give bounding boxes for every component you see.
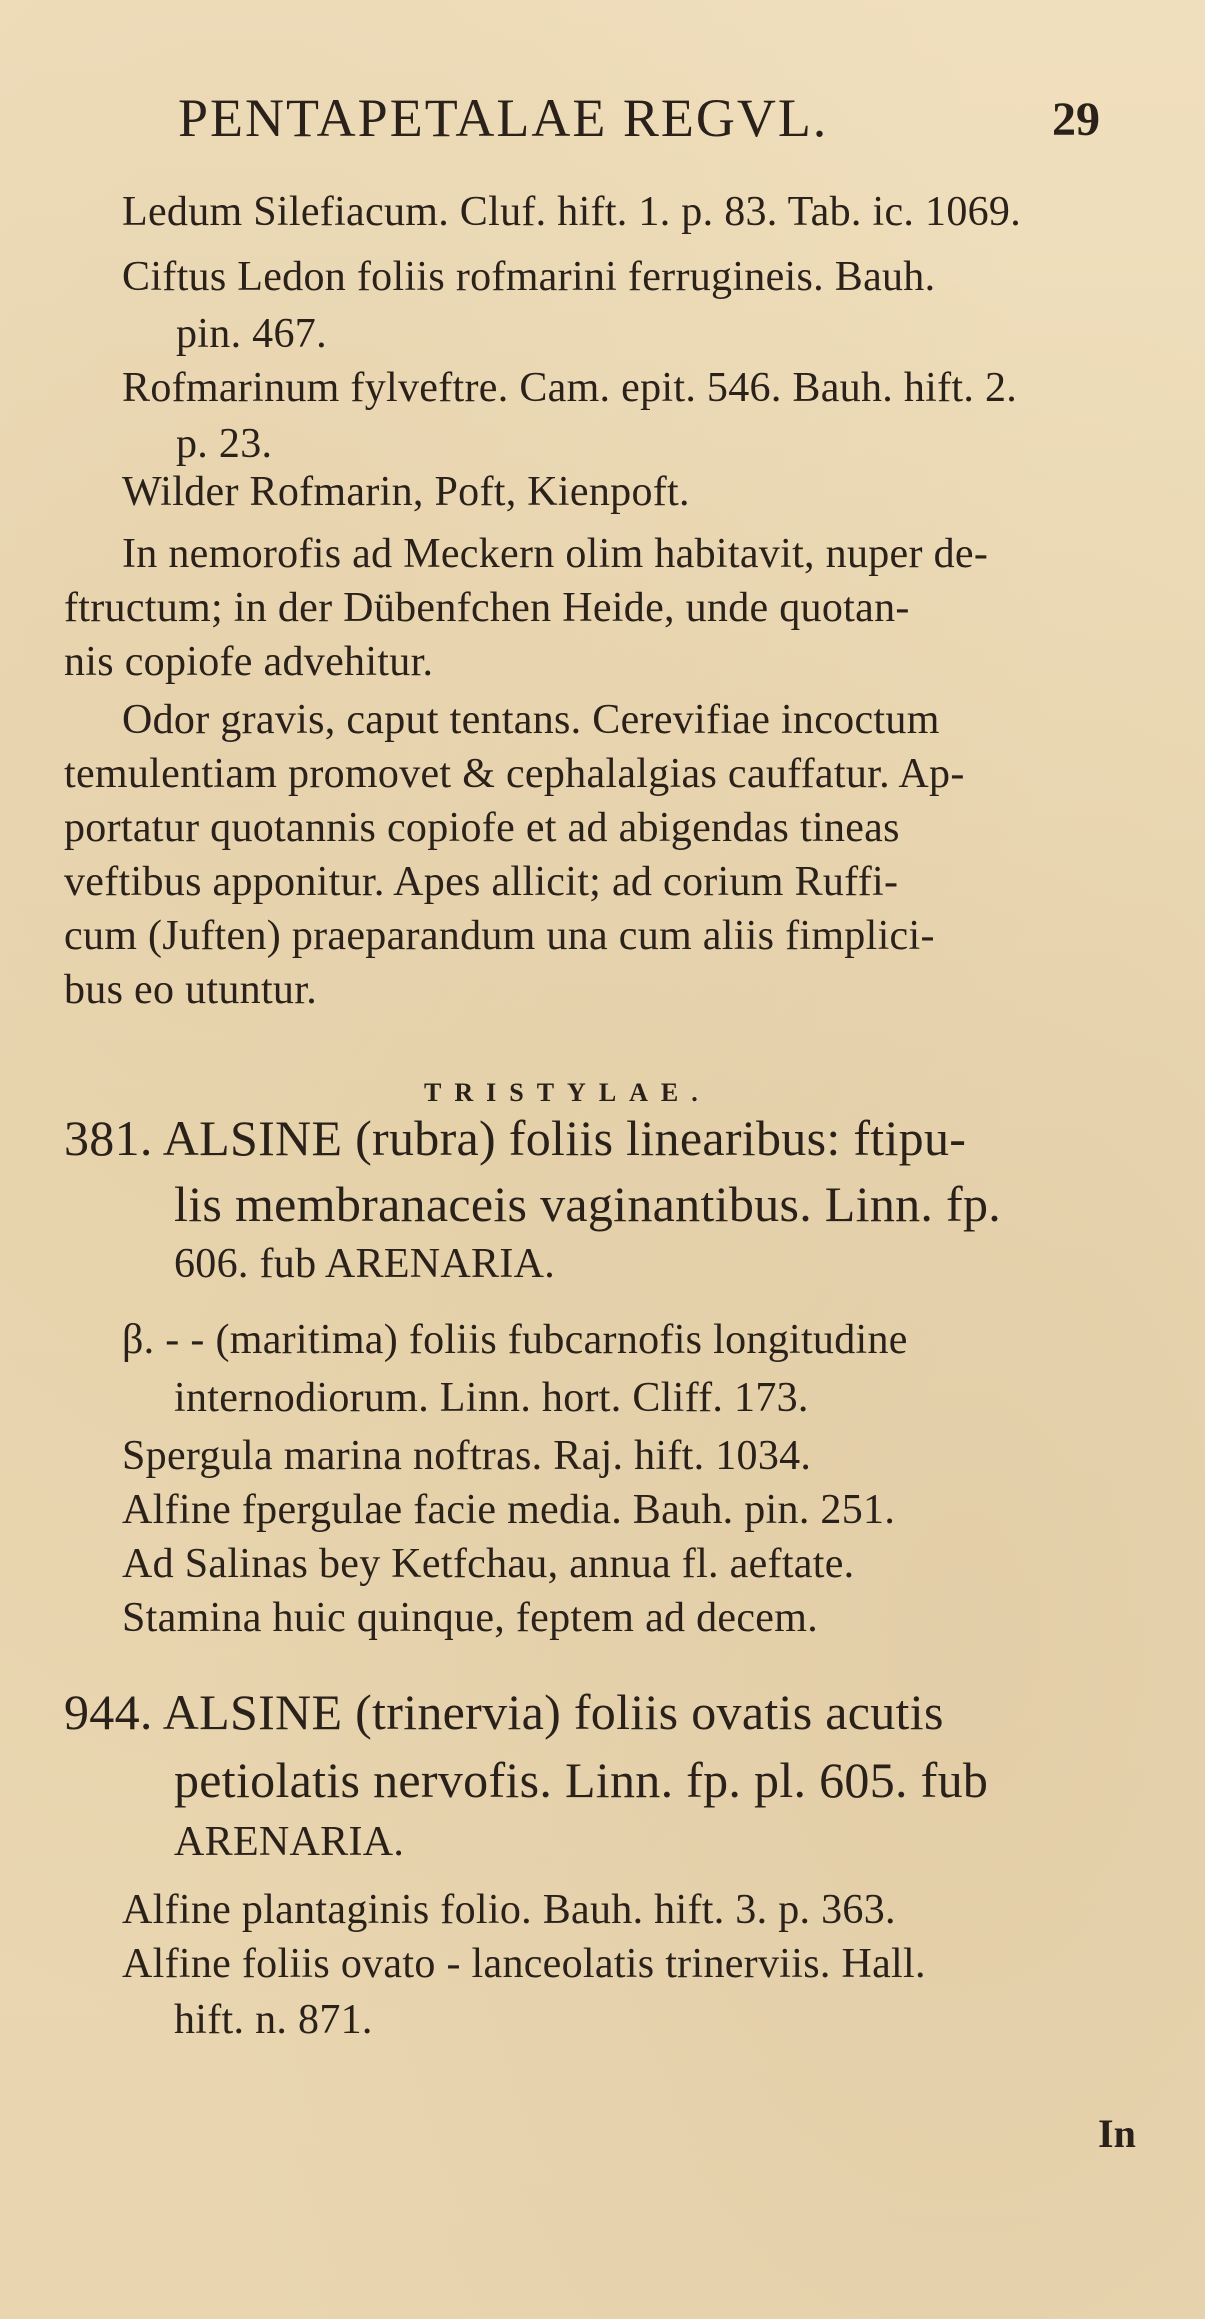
text-line: Stamina huic quinque, feptem ad decem. <box>122 1595 819 1641</box>
page-number: 29 <box>1052 93 1100 146</box>
text-line: nis copiofe advehitur. <box>64 639 434 685</box>
text-line: lis membranaceis vaginantibus. Linn. fp. <box>174 1176 1002 1232</box>
text-line: Ciftus Ledon foliis rofmarini ferrugineis. Bauh. <box>122 254 936 300</box>
text-line: Ledum Silefiacum. Cluf. hift. 1. p. 83. Tab. ic. 1069. <box>122 189 1022 235</box>
text-line: Ad Salinas bey Ketfchau, annua fl. aeftate. <box>122 1541 855 1587</box>
text-line: Alfine plantaginis folio. Bauh. hift. 3. p. 363. <box>122 1887 896 1933</box>
catchword: In <box>1098 2111 1136 2156</box>
running-head: PENTAPETALAE REGVL. <box>178 88 829 148</box>
text-line: p. 23. <box>176 421 273 467</box>
text-line: bus eo utuntur. <box>64 967 317 1013</box>
text-line: petiolatis nervofis. Linn. fp. pl. 605. fub <box>174 1752 989 1808</box>
text-line: Wilder Rofmarin, Poft, Kienpoft. <box>122 469 690 515</box>
text-line: In nemorofis ad Meckern olim habitavit, nuper de- <box>122 531 989 577</box>
text-line: 381. ALSINE (rubra) foliis linearibus: ftipu- <box>64 1110 967 1166</box>
text-line: β. - - (maritima) foliis fubcarnofis longitudine <box>122 1317 908 1363</box>
text-line: Alfine fpergulae facie media. Bauh. pin. 251. <box>122 1487 896 1533</box>
text-line: internodiorum. Linn. hort. Cliff. 173. <box>174 1375 809 1421</box>
text-line: ARENARIA. <box>174 1819 405 1865</box>
text-line: veftibus apponitur. Apes allicit; ad corium Ruffi- <box>64 859 899 905</box>
text-line: hift. n. 871. <box>174 1997 373 2043</box>
text-line: portatur quotannis copiofe et ad abigendas tineas <box>64 805 900 851</box>
text-line: 606. fub ARENARIA. <box>174 1241 556 1287</box>
text-line: Odor gravis, caput tentans. Cerevifiae incoctum <box>122 697 940 743</box>
text-line: Rofmarinum fylveftre. Cam. epit. 546. Bauh. hift. 2. <box>122 365 1018 411</box>
text-line: ftructum; in der Dübenfchen Heide, unde quotan- <box>64 585 910 631</box>
text-line: 944. ALSINE (trinervia) foliis ovatis acutis <box>64 1684 944 1740</box>
text-line: Spergula marina noftras. Raj. hift. 1034. <box>122 1433 812 1479</box>
text-line: temulentiam promovet & cephalalgias cauffatur. Ap- <box>64 751 965 797</box>
text-line: cum (Juften) praeparandum una cum aliis fimplici- <box>64 913 935 959</box>
section-heading: TRISTYLAE. <box>424 1078 711 1107</box>
text-line: pin. 467. <box>176 311 327 357</box>
text-line: Alfine foliis ovato - lanceolatis trinerviis. Hall. <box>122 1941 926 1987</box>
